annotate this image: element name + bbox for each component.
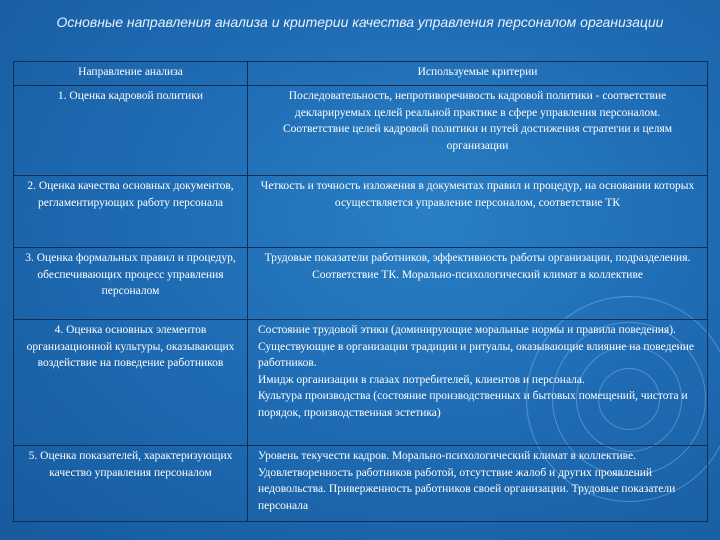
- table-row: [14, 86, 708, 176]
- criteria-text: Четкость и точность изложения в документах правил и процедур, на основании которых осуществляется управление персоналом, соответствие ТК: [260, 180, 695, 209]
- table-row: [14, 176, 708, 248]
- criteria-text: Имидж организации в глазах потребителей, клиентов и персонала.: [258, 373, 585, 386]
- criteria-table: [13, 61, 708, 522]
- direction-cell: 2. Оценка качества основных документов, регламентирующих работу персонала: [14, 176, 248, 248]
- criteria-cell: [248, 248, 708, 320]
- criteria-text: Последовательность, непротиворечивость кадровой политики - соответствие декларируемых целей реальной практике в сфере управления персоналом.: [288, 90, 667, 119]
- criteria-text: Уровень текучести кадров. Морально-психологический климат в коллективе. Удовлетворенность работников работой, отсутствие жалоб и других проявлений недовольства. Приверженность работников своей организации. Трудовые показатели персонала: [258, 450, 676, 512]
- criteria-text: Культура производства (состояние производственных и бытовых помещений, чистота и порядок, производственная эстетика): [258, 390, 688, 419]
- direction-cell: 1. Оценка кадровой политики: [14, 86, 248, 176]
- criteria-cell: [248, 86, 708, 176]
- direction-cell: 3. Оценка формальных правил и процедур, обеспечивающих процесс управления персоналом: [14, 248, 248, 320]
- criteria-cell: [248, 176, 708, 248]
- table-row: [14, 248, 708, 320]
- criteria-text: Состояние трудовой этики (доминирующие моральные нормы и правила поведения).: [258, 324, 676, 336]
- criteria-cell: [248, 320, 708, 446]
- header-criteria: Используемые критерии: [248, 62, 708, 86]
- page-title: Основные направления анализа и критерии качества управления персоналом организации: [56, 14, 664, 30]
- header-direction: Направление анализа: [14, 62, 248, 86]
- criteria-text: Существующие в организации традиции и ритуалы, оказывающие влияние на поведение работников.: [258, 340, 694, 369]
- criteria-text: Трудовые показатели работников, эффективность работы организации, подразделения. Соответствие ТК. Морально-психологический климат в коллективе: [264, 252, 691, 281]
- direction-cell: 4. Оценка основных элементов организационной культуры, оказывающих воздействие на поведение работников: [14, 320, 248, 446]
- direction-cell: 5. Оценка показателей, характеризующих качество управления персоналом: [14, 446, 248, 522]
- table-row: [14, 320, 708, 446]
- table-row: [14, 446, 708, 522]
- criteria-text: Соответствие целей кадровой политики и путей достижения стратегии и целям организации: [282, 123, 673, 152]
- table-header-row: [14, 62, 708, 86]
- criteria-cell: [248, 446, 708, 522]
